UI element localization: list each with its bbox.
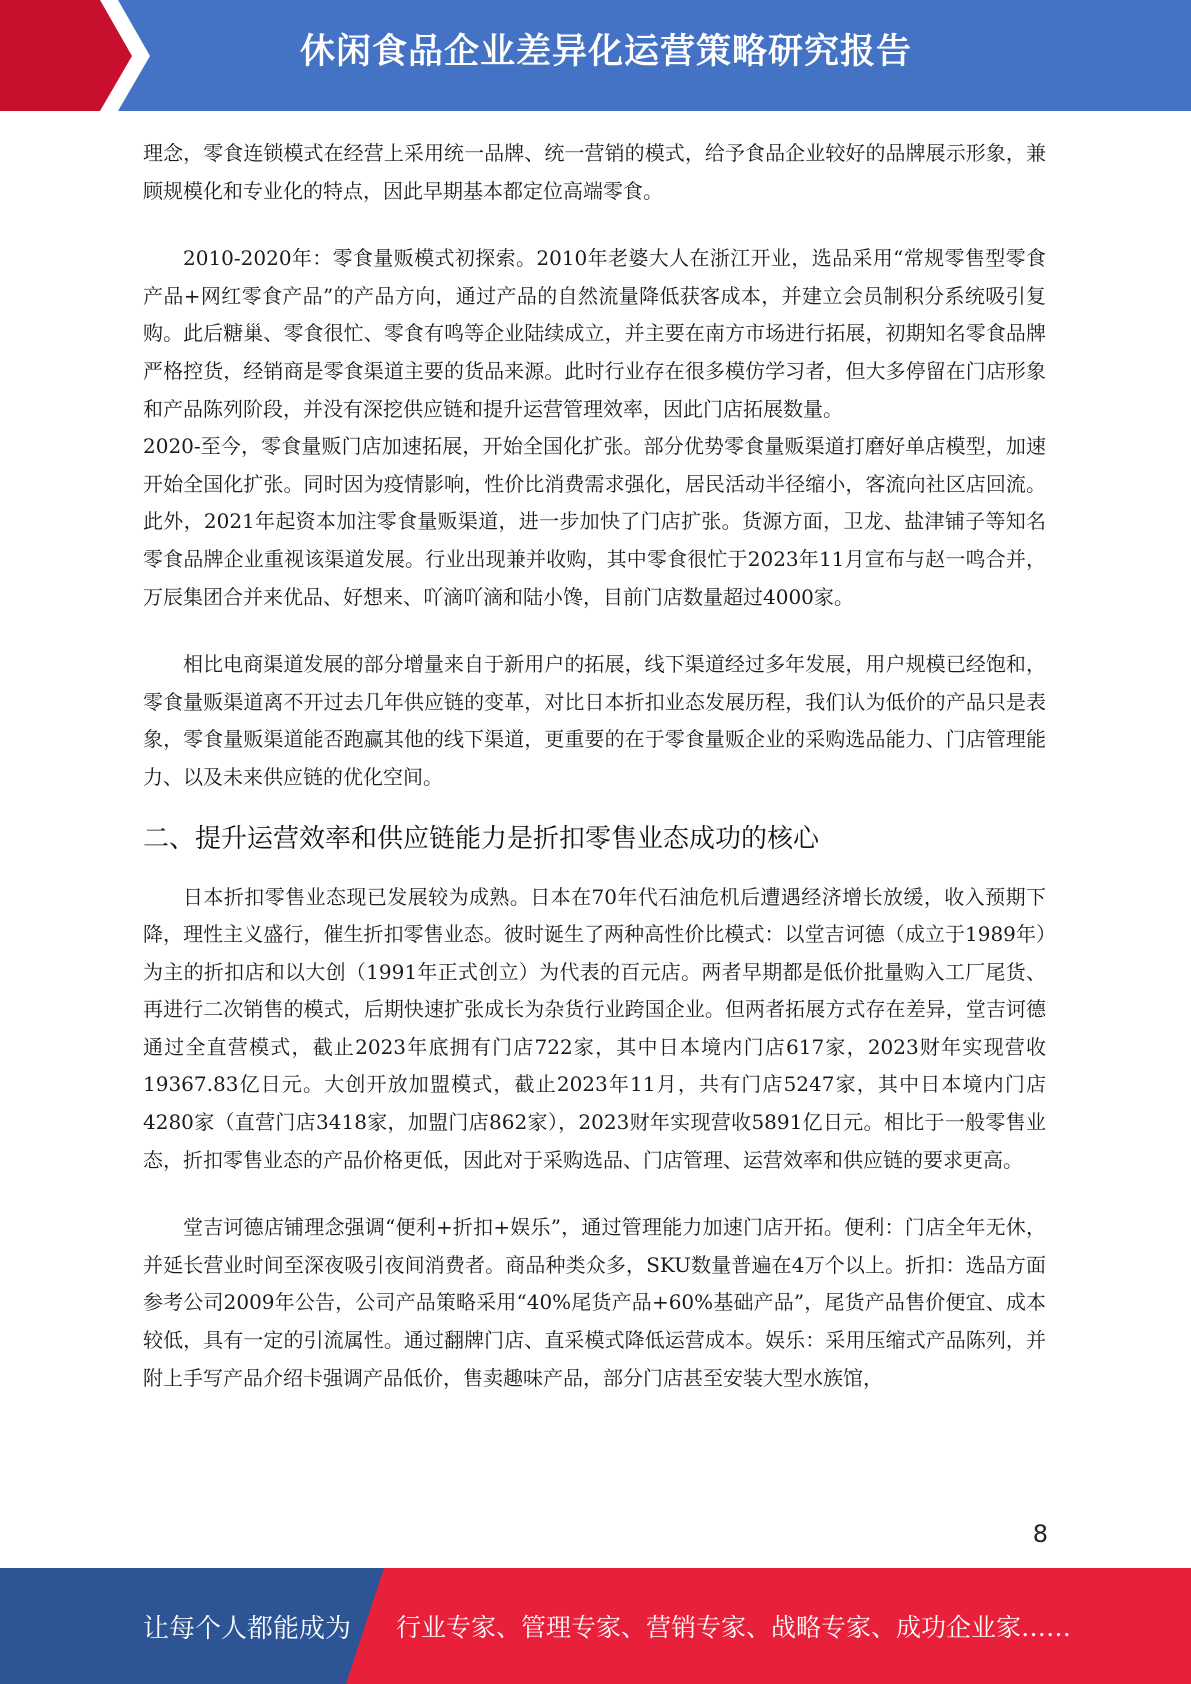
paragraph-3: 2020-至今，零食量贩门店加速拓展，开始全国化扩张。部分优势零食量贩渠道打磨好单店模型，加速开始全国化扩张。同时因为疫情影响，性价比消费需求强化，居民活动半径缩小，客流向社区店回流。此外，2021年起资本加注零食量贩渠道，进一步加快了门店扩张。货源方面，卫龙、盐津铺子等知名零食品牌企业重视该渠道发展。行业出现兼并收购，其中零食很忙于2023年11月宣布与赵一鸣合并，万辰集团合并来优品、好想来、吖滴吖滴和陆小馋，目前门店数量超过4000家。	[143, 434, 1046, 609]
page-number: 8	[1032, 1520, 1048, 1548]
footer-slogan-left: 让每个人都能成为	[143, 1614, 352, 1644]
page-header	[0, 0, 1191, 111]
page-footer	[0, 1568, 1191, 1684]
paragraph-6: 堂吉诃德店铺理念强调“便利+折扣+娱乐”，通过管理能力加速门店开拓。便利：门店全年无休，并延长营业时间至深夜吸引夜间消费者。商品种类众多，SKU数量普遍在4万个以上。折扣：选品方面参考公司2009年公告，公司产品策略采用“40%尾货产品+60%基础产品”，尾货产品售价便宜、成本较低，具有一定的引流属性。通过翻牌门店、直采模式降低运营成本。娱乐：采用压缩式产品陈列，并附上手写产品介绍卡强调产品低价，售卖趣味产品，部分门店甚至安装大型水族馆，	[143, 1215, 1046, 1390]
paragraph-4: 相比电商渠道发展的部分增量来自于新用户的拓展，线下渠道经过多年发展，用户规模已经饱和，零食量贩渠道离不开过去几年供应链的变革，对比日本折扣业态发展历程，我们认为低价的产品只是表象，零食量贩渠道能否跑赢其他的线下渠道，更重要的在于零食量贩企业的采购选品能力、门店管理能力、以及未来供应链的优化空间。	[143, 652, 1046, 789]
paragraph-5: 日本折扣零售业态现已发展较为成熟。日本在70年代石油危机后遭遇经济增长放缓，收入预期下降，理性主义盛行，催生折扣零售业态。彼时诞生了两种高性价比模式：以堂吉诃德（成立于1989年）为主的折扣店和以大创（1991年正式创立）为代表的百元店。两者早期都是低价批量购入工厂尾货、再进行二次销售的模式，后期快速扩张成长为杂货行业跨国企业。但两者拓展方式存在差异，堂吉诃德通过全直营模式，截止2023年底拥有门店722家，其中日本境内门店617家，2023财年实现营收19367.83亿日元。大创开放加盟模式，截止2023年11月，共有门店5247家，其中日本境内门店4280家（直营门店3418家，加盟门店862家），2023财年实现营收5891亿日元。相比于一般零售业态，折扣零售业态的产品价格更低，因此对于采购选品、门店管理、运营效率和供应链的要求更高。	[143, 884, 1046, 1172]
document-body	[143, 135, 1046, 1397]
paragraph-1: 理念，零食连锁模式在经营上采用统一品牌、统一营销的模式，给予食品企业较好的品牌展示形象，兼顾规模化和专业化的特点，因此早期基本都定位高端零食。	[143, 141, 1046, 203]
section-heading: 二、提升运营效率和供应链能力是折扣零售业态成功的核心	[143, 823, 820, 854]
footer-slogan-right: 行业专家、管理专家、营销专家、战略专家、成功企业家……	[396, 1613, 1072, 1642]
paragraph-2: 2010-2020年：零食量贩模式初探索。2010年老婆大人在浙江开业，选品采用“常规零售型零食产品+网红零食产品”的产品方向，通过产品的自然流量降低获客成本，并建立会员制积分系统吸引复购。此后糖巢、零食很忙、零食有鸣等企业陆续成立，并主要在南方市场进行拓展，初期知名零食品牌严格控货，经销商是零食渠道主要的货品来源。此时行业存在很多模仿学习者，但大多停留在门店形象和产品陈列阶段，并没有深挖供应链和提升运营管理效率，因此门店拓展数量。	[143, 246, 1046, 421]
report-title: 休闲食品企业差异化运营策略研究报告	[300, 32, 913, 72]
